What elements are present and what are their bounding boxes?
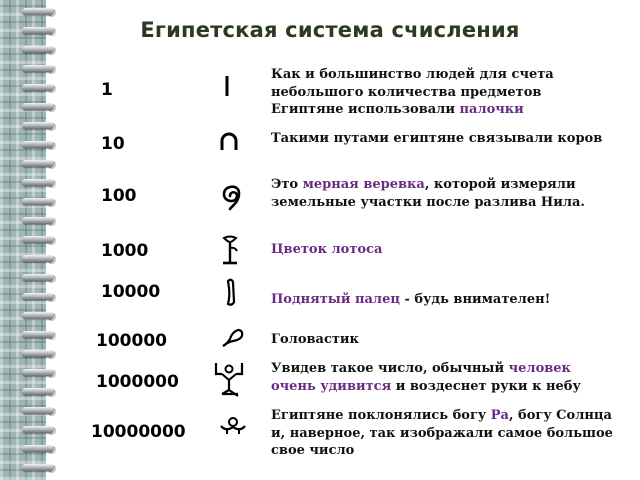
spiral-coil [22,329,64,343]
finger-glyph [222,276,240,308]
binding-wire [22,217,54,224]
binding-wire [22,103,54,110]
number-1: 1 [101,80,113,100]
description-1000000 [271,360,616,395]
binding-wire [22,179,54,186]
description-text: , которой измеряли земельные участки после разлива Нила. [271,177,585,210]
binding-wire [22,236,54,243]
binding-wire [22,84,54,91]
number-1000000: 1000000 [96,372,179,392]
binding-wire [22,407,54,414]
description-10000 [271,291,616,309]
binding-wire [22,350,54,357]
spiral-coil [22,101,64,115]
binding-wire [22,141,54,148]
spiral-coil [22,215,64,229]
binding-wire [22,331,54,338]
spiral-coil [22,234,64,248]
highlighted-text: человек очень удивится [271,361,571,394]
spiral-coil [22,424,64,438]
description-text: Это [271,177,303,192]
spiral-coil [22,139,64,153]
spiral-coil [22,405,64,419]
binding-wire [22,426,54,433]
description-100 [271,176,616,211]
binding-wire [22,312,54,319]
sun-god-glyph [218,414,248,436]
spiral-binding [22,0,64,480]
highlighted-text: Поднятый палец [271,292,400,307]
lotus-glyph [218,234,242,266]
number-1000: 1000 [101,241,149,261]
binding-wire [22,293,54,300]
spiral-coil [22,196,64,210]
hobble-glyph [218,132,242,152]
highlighted-text: Ра [490,408,509,423]
spiral-coil [22,386,64,400]
description-100000 [271,331,616,349]
stroke-glyph [220,74,236,98]
spiral-coil [22,177,64,191]
description-text: Увидев такое число, обычный [271,361,509,376]
spiral-coil [22,348,64,362]
description-1 [271,66,616,119]
highlighted-text: мерная веревка [302,177,425,192]
binding-wire [22,122,54,129]
binding-wire [22,369,54,376]
spiral-coil [22,272,64,286]
tadpole-glyph [218,324,246,350]
number-100000: 100000 [96,331,167,351]
number-10: 10 [101,134,125,154]
kneeling-man-glyph [212,360,246,402]
binding-wire [22,255,54,262]
binding-wire [22,464,54,471]
highlighted-text: палочки [459,102,524,117]
spiral-coil [22,291,64,305]
binding-wire [22,160,54,167]
binding-wire [22,445,54,452]
description-text: Головастик [271,332,359,347]
spiral-coil [22,82,64,96]
description-text: Как и большинство людей для счета небольшого количества предметов Египтяне использовали [271,67,554,117]
number-10000: 10000 [101,282,161,302]
description-text: Такими путами египтяне связывали коров [271,131,603,146]
spiral-coil [22,367,64,381]
coil-rope-glyph [217,180,243,212]
spiral-coil [22,253,64,267]
spiral-coil [22,462,64,476]
page-title: Египетская система счисления [140,18,520,42]
description-1000 [271,241,616,259]
spiral-coil [22,310,64,324]
binding-wire [22,274,54,281]
spiral-coil [22,120,64,134]
binding-wire [22,388,54,395]
binding-wire [22,8,54,15]
highlighted-text: Цветок лотоса [271,242,383,257]
binding-wire [22,65,54,72]
number-100: 100 [101,186,137,206]
spiral-coil [22,158,64,172]
spiral-coil [22,63,64,77]
description-10000000 [271,407,616,460]
description-10 [271,130,616,148]
binding-wire [22,46,54,53]
binding-wire [22,198,54,205]
description-text: , богу Солнца и, наверное, так изображали самое большое свое число [271,408,613,458]
description-text: и воздеснет руки к небу [391,378,581,394]
number-10000000: 10000000 [91,422,186,442]
description-text: Египтяне поклонялись богу [271,408,491,423]
spiral-coil [22,44,64,58]
description-text: - будь внимателен! [399,292,551,307]
spiral-coil [22,443,64,457]
